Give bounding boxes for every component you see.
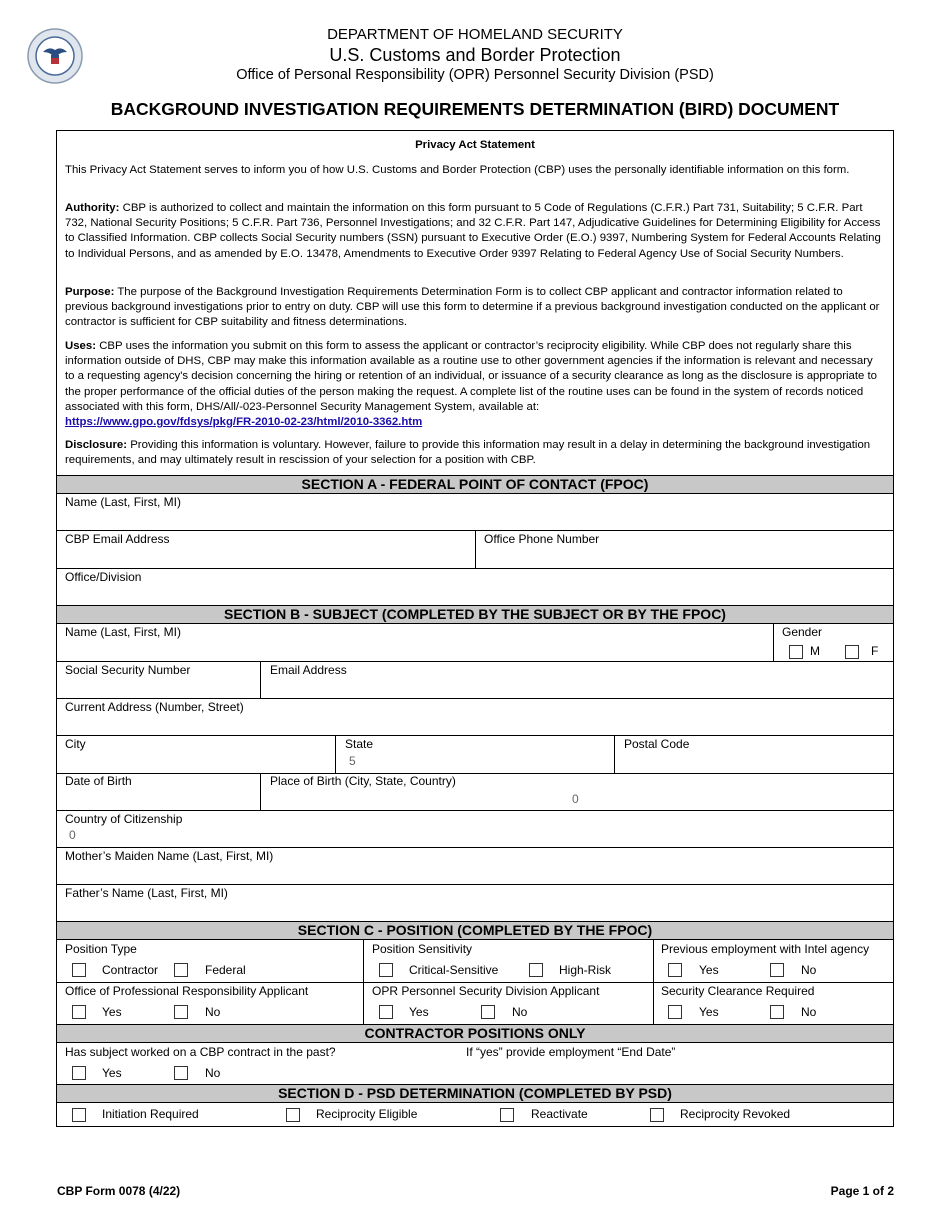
end-date-field[interactable] xyxy=(700,1043,890,1059)
fpoc-name-field[interactable] xyxy=(57,508,893,528)
reciprocity-eligible-label: Reciprocity Eligible xyxy=(316,1107,418,1121)
opr-no-label: No xyxy=(205,1005,221,1019)
contractor-section-header: CONTRACTOR POSITIONS ONLY xyxy=(57,1024,893,1043)
federal-label: Federal xyxy=(205,963,246,977)
reciprocity-revoked-checkbox[interactable] xyxy=(650,1108,664,1122)
divider xyxy=(260,773,261,810)
mother-name-field[interactable] xyxy=(57,863,893,883)
intel-label: Previous employment with Intel agency xyxy=(661,942,870,956)
divider xyxy=(57,661,893,662)
subject-email-field[interactable] xyxy=(261,677,892,697)
contract-yes-checkbox[interactable] xyxy=(72,1066,86,1080)
contract-no-label: No xyxy=(205,1066,221,1080)
opr-no-checkbox[interactable] xyxy=(174,1005,188,1019)
fpoc-phone-field[interactable] xyxy=(476,546,892,566)
form-title: BACKGROUND INVESTIGATION REQUIREMENTS DETERMINATION (BIRD) DOCUMENT xyxy=(110,99,840,119)
privacy-uses xyxy=(65,339,885,430)
federal-checkbox[interactable] xyxy=(174,963,188,977)
privacy-purpose xyxy=(65,285,885,331)
divider xyxy=(57,568,893,569)
sorn-link[interactable]: https://www.gpo.gov/fdsys/pkg/FR-2010-02-23/html/2010-3362.htm xyxy=(65,416,423,429)
intel-no-checkbox[interactable] xyxy=(770,963,784,977)
fpoc-name-label: Name (Last, First, MI) xyxy=(65,495,182,509)
purpose-label: Purpose: xyxy=(65,286,115,298)
city-field[interactable] xyxy=(57,751,334,771)
opr-yes-label: Yes xyxy=(102,1005,122,1019)
section-c-header: SECTION C - POSITION (COMPLETED BY THE FPOC) xyxy=(57,921,893,940)
authority-text: CBP is authorized to collect and maintain the information on this form pursuant to 5 Code of Regulations (C.F.R.) Part 731, Suitability; 5 C.F.R. Part 732, National Security Positions; 5 C.F.R. Part 736, Personnel Investigations; and 32 C.F.R. Part 147, Adjudicative Guidelines for Determining Eligibility for Access to Classified Information. CBP collects Social Security numbers (SSN) pursuant to Executive Order (E.O.) 9397, Numbering System for Federal Accounts Relating to Individual Persons, and as amended by E.O. 13478, Amendments to Executive Order 9397 Relating to Federal Agency Use of Social Security Numbers. xyxy=(65,202,881,260)
form-number: CBP Form 0078 (4/22) xyxy=(57,1184,181,1198)
postal-code-label: Postal Code xyxy=(624,737,690,751)
contractor-label: Contractor xyxy=(102,963,159,977)
clearance-yes-checkbox[interactable] xyxy=(668,1005,682,1019)
initiation-label: Initiation Required xyxy=(102,1107,199,1121)
page-number: Page 1 of 2 xyxy=(830,1184,894,1198)
disclosure-text: Providing this information is voluntary. However, failure to provide this information may result in a delay in determining the background investigation requirements, and may ultimately result in rescission of your selection for a position with CBP. xyxy=(65,439,871,467)
gender-f-label: F xyxy=(871,644,879,658)
opr-applicant-label: Office of Professional Responsibility Applicant xyxy=(65,984,309,998)
ssn-field[interactable] xyxy=(57,677,259,697)
mother-name-label: Mother’s Maiden Name (Last, First, MI) xyxy=(65,849,274,863)
state-label: State xyxy=(345,737,374,751)
divider xyxy=(57,810,893,811)
divider xyxy=(57,773,893,774)
divider xyxy=(773,623,774,661)
subject-name-label: Name (Last, First, MI) xyxy=(65,625,182,639)
privacy-title: Privacy Act Statement xyxy=(415,139,535,151)
high-risk-label: High-Risk xyxy=(559,963,612,977)
privacy-intro: This Privacy Act Statement serves to inform you of how U.S. Customs and Border Protection (CBP) uses the personally identifiable information on this form. xyxy=(65,164,850,176)
dob-field[interactable] xyxy=(57,788,259,808)
pob-value[interactable]: 0 xyxy=(572,792,579,806)
fpoc-phone-label: Office Phone Number xyxy=(484,532,600,546)
citizenship-value[interactable]: 0 xyxy=(69,828,76,842)
fpoc-office-field[interactable] xyxy=(57,584,893,604)
divider xyxy=(57,735,893,736)
psd-no-label: No xyxy=(512,1005,528,1019)
critical-sensitive-label: Critical-Sensitive xyxy=(409,963,499,977)
intel-yes-checkbox[interactable] xyxy=(668,963,682,977)
contract-no-checkbox[interactable] xyxy=(174,1066,188,1080)
divider xyxy=(57,847,893,848)
father-name-field[interactable] xyxy=(57,900,893,920)
psd-applicant-label: OPR Personnel Security Division Applicant xyxy=(372,984,600,998)
clearance-label: Security Clearance Required xyxy=(661,984,815,998)
privacy-authority xyxy=(65,201,885,262)
privacy-disclosure xyxy=(65,438,885,468)
clearance-yes-label: Yes xyxy=(699,1005,719,1019)
reciprocity-eligible-checkbox[interactable] xyxy=(286,1108,300,1122)
subject-email-label: Email Address xyxy=(270,663,347,677)
pob-label: Place of Birth (City, State, Country) xyxy=(270,774,456,788)
psd-yes-label: Yes xyxy=(409,1005,429,1019)
gender-f-checkbox[interactable] xyxy=(845,645,859,659)
city-label: City xyxy=(65,737,86,751)
subject-name-field[interactable] xyxy=(57,639,772,659)
fpoc-office-label: Office/Division xyxy=(65,570,142,584)
critical-sensitive-checkbox[interactable] xyxy=(379,963,393,977)
gender-m-checkbox[interactable] xyxy=(789,645,803,659)
divider xyxy=(335,735,336,773)
high-risk-checkbox[interactable] xyxy=(529,963,543,977)
psd-yes-checkbox[interactable] xyxy=(379,1005,393,1019)
authority-label: Authority: xyxy=(65,202,120,214)
contract-yes-label: Yes xyxy=(102,1066,122,1080)
section-a-header: SECTION A - FEDERAL POINT OF CONTACT (FPOC) xyxy=(57,475,893,494)
section-d-header: SECTION D - PSD DETERMINATION (COMPLETED BY PSD) xyxy=(57,1084,893,1103)
state-value[interactable]: 5 xyxy=(349,754,356,768)
contract-question-label: Has subject worked on a CBP contract in the past? xyxy=(65,1045,336,1059)
uses-label: Uses: xyxy=(65,340,97,352)
reactivate-label: Reactivate xyxy=(531,1107,588,1121)
intel-no-label: No xyxy=(801,963,817,977)
father-name-label: Father’s Name (Last, First, MI) xyxy=(65,886,228,900)
address-label: Current Address (Number, Street) xyxy=(65,700,244,714)
end-date-label: If “yes” provide employment “End Date” xyxy=(466,1045,676,1059)
clearance-no-label: No xyxy=(801,1005,817,1019)
agency-name: U.S. Customs and Border Protection xyxy=(329,45,621,65)
section-b-header: SECTION B - SUBJECT (COMPLETED BY THE SUBJECT OR BY THE FPOC) xyxy=(57,605,893,624)
office-name: Office of Personal Responsibility (OPR) Personnel Security Division (PSD) xyxy=(236,67,714,83)
position-type-label: Position Type xyxy=(65,942,137,956)
gender-label: Gender xyxy=(782,625,823,639)
contractor-checkbox[interactable] xyxy=(72,963,86,977)
disclosure-label: Disclosure: xyxy=(65,439,128,451)
dob-label: Date of Birth xyxy=(65,774,132,788)
intel-yes-label: Yes xyxy=(699,963,719,977)
divider xyxy=(57,982,893,983)
reciprocity-revoked-label: Reciprocity Revoked xyxy=(680,1107,791,1121)
opr-yes-checkbox[interactable] xyxy=(72,1005,86,1019)
psd-no-checkbox[interactable] xyxy=(481,1005,495,1019)
divider xyxy=(57,698,893,699)
initiation-checkbox[interactable] xyxy=(72,1108,86,1122)
fpoc-email-label: CBP Email Address xyxy=(65,532,170,546)
purpose-text: The purpose of the Background Investigation Requirements Determination Form is to collect CBP applicant and contractor information related to previous background investigations prior to entry on duty. CBP will use this form to determine if a previous background investigation conducted on the applicant or contractor is sufficient for CBP suitability and fitness determinations. xyxy=(65,286,880,329)
reactivate-checkbox[interactable] xyxy=(500,1108,514,1122)
gender-m-label: M xyxy=(810,644,820,658)
citizenship-label: Country of Citizenship xyxy=(65,812,183,826)
fpoc-email-field[interactable] xyxy=(57,546,474,566)
clearance-no-checkbox[interactable] xyxy=(770,1005,784,1019)
divider xyxy=(57,884,893,885)
address-field[interactable] xyxy=(57,714,893,734)
form-frame xyxy=(56,130,894,1127)
ssn-label: Social Security Number xyxy=(65,663,191,677)
department-name: DEPARTMENT OF HOMELAND SECURITY xyxy=(327,26,623,43)
sensitivity-label: Position Sensitivity xyxy=(372,942,473,956)
uses-text: CBP uses the information you submit on this form to assess the applicant or contractor’s reciprocity eligibility. While CBP does not regularly share this information outside of DHS, CBP may make this information available as a routine use to other government agencies if the information is relevant and necessary to a requesting agency's decision concerning the hiring or retention of an individual, or issuance of a security clearance as long as the disclosure is appropriate to the proper performance of the official duties of the person making the request. A complete list of the routine uses can be found in the system of records noticed associated with this form, DHS/All/-023-Personnel Security Management System, available at: xyxy=(65,340,878,413)
postal-code-field[interactable] xyxy=(615,751,892,771)
